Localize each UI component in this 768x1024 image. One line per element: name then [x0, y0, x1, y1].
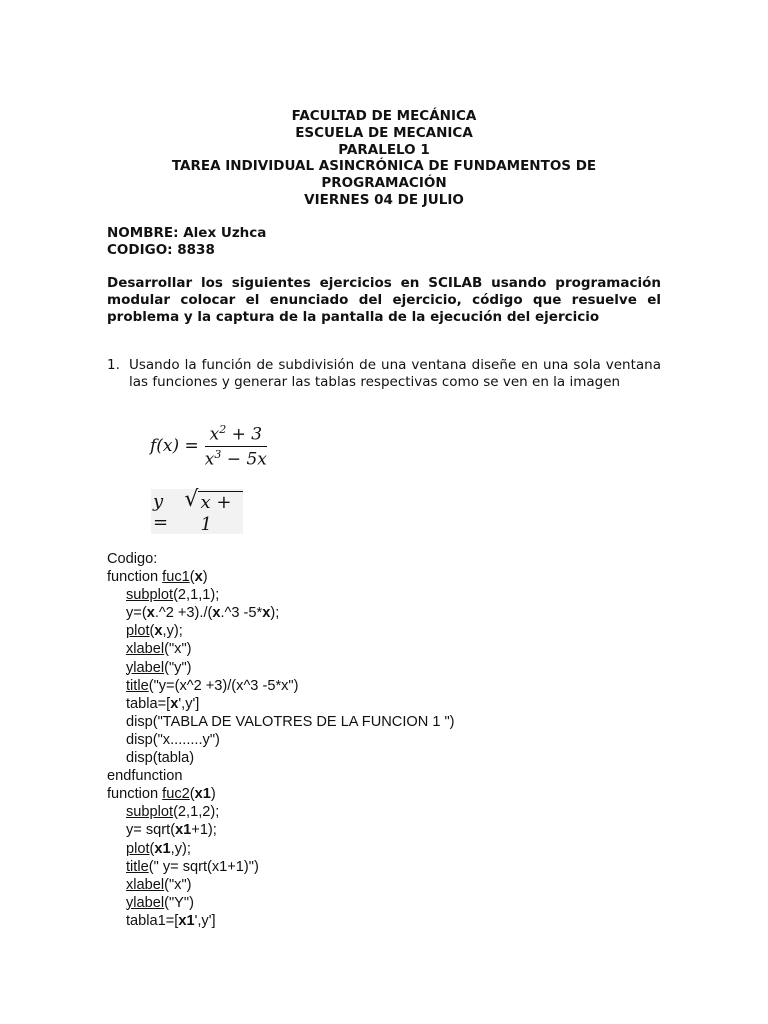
formula-f-of-x — [150, 418, 280, 474]
code-line: disp("x........y") — [126, 731, 220, 748]
code-line: disp(tabla) — [126, 750, 195, 767]
formula1-denominator — [205, 447, 267, 470]
code-line — [107, 840, 455, 858]
code-token: ("x") — [164, 641, 192, 658]
code-token: ) — [210, 786, 216, 803]
code-token: ( — [189, 786, 195, 803]
formula1-num-rest: + 3 — [226, 424, 263, 445]
code-token: .^3 -5* — [220, 605, 263, 622]
code-token: ); — [270, 605, 280, 622]
code-line — [107, 785, 455, 803]
code-token: ("y=(x^2 +3)/(x^3 -5*x") — [148, 677, 299, 694]
formula2-radicand: x + 1 — [198, 491, 243, 536]
code-line — [107, 695, 455, 713]
code-token: y=( — [126, 605, 147, 622]
code-token: ,y); — [162, 623, 183, 640]
code-function-call: title — [126, 677, 149, 694]
code-function-call: plot — [126, 623, 150, 640]
code-line — [107, 821, 455, 839]
code-function-call: plot — [126, 840, 150, 857]
code-variable: x1 — [178, 912, 195, 929]
code-token: (" y= sqrt(x1+1)") — [148, 858, 259, 875]
radical-sign: √ — [184, 486, 199, 512]
code-line — [107, 659, 455, 677]
exercise-item — [107, 357, 661, 391]
code-line — [107, 604, 455, 622]
code-variable: x1 — [154, 840, 171, 857]
code-token: (2,1,1); — [173, 587, 220, 604]
code-function-call: subplot — [126, 587, 174, 604]
assignment-title-line-2: PROGRAMACIÓN — [321, 175, 447, 192]
formula-y-sqrt — [151, 486, 243, 535]
formula1-fraction — [205, 423, 267, 469]
code-function-name: fuc2 — [162, 786, 190, 803]
code-token: ("y") — [164, 659, 192, 676]
exercise-number: 1. — [107, 357, 120, 373]
code-function-call: ylabel — [126, 659, 165, 676]
formula1-den-base: x — [204, 449, 215, 470]
code-token: ,y); — [170, 840, 191, 857]
code-function-call: title — [126, 858, 149, 875]
code-line — [107, 803, 455, 821]
date-line: VIERNES 04 DE JULIO — [304, 191, 464, 208]
code-token: ',y'] — [178, 695, 200, 712]
formula2-lhs: y = — [153, 490, 169, 533]
code-token: ( — [189, 569, 195, 586]
code-line — [107, 622, 455, 640]
code-line — [107, 894, 455, 912]
code-line — [107, 876, 455, 894]
code-token: ( — [149, 840, 155, 857]
code-function-call: xlabel — [126, 876, 165, 893]
code-function-name: fuc1 — [162, 569, 190, 586]
code-line — [107, 912, 455, 930]
instructions-paragraph: Desarrollar los siguientes ejercicios en SCILAB usando programación modular colocar el enunciado del ejercicio, código que resuelve el problema y la captura de la pantalla de la ejecución del ejercicio — [107, 275, 661, 325]
code-keyword: function — [107, 786, 163, 803]
section-line: PARALELO 1 — [338, 141, 430, 158]
formula1-num-base: x — [209, 424, 220, 445]
exercise-text: Usando la función de subdivisión de una ventana diseñe en una sola ventana las funciones y generar las tablas respectivas como se ven en la imagen — [129, 357, 661, 390]
formula2-sqrt — [184, 488, 243, 536]
code-token: tabla=[ — [126, 695, 171, 712]
code-variable: x — [212, 605, 221, 622]
code-line — [107, 568, 455, 586]
code-listing — [107, 550, 455, 930]
code-variable: x — [194, 569, 203, 586]
code-token: ( — [149, 623, 155, 640]
formula1-den-exp: 3 — [214, 447, 222, 461]
student-info — [107, 225, 266, 259]
code-variable: x — [262, 605, 271, 622]
code-heading: Codigo: — [107, 551, 158, 567]
code-function-call: ylabel — [126, 894, 165, 911]
code-function-call: subplot — [126, 804, 174, 821]
student-code: CODIGO: 8838 — [107, 241, 215, 258]
faculty-line: FACULTAD DE MECÁNICA — [291, 108, 477, 124]
formula1-num-exp: 2 — [219, 422, 227, 436]
student-name: NOMBRE: Alex Uzhca — [107, 225, 267, 241]
formula1-lhs: f(x) = — [150, 436, 199, 456]
code-token: y= sqrt( — [126, 822, 176, 839]
formula1-den-rest: − 5x — [221, 449, 267, 470]
code-variable: x — [170, 695, 179, 712]
code-keyword: function — [107, 569, 163, 586]
code-variable: x — [154, 623, 163, 640]
code-variable: x — [146, 605, 155, 622]
code-token: .^2 +3)./( — [154, 605, 213, 622]
code-variable: x1 — [175, 822, 192, 839]
code-token: ) — [202, 569, 208, 586]
code-token: (2,1,2); — [173, 804, 220, 821]
assignment-title-line: TAREA INDIVIDUAL ASINCRÓNICA DE FUNDAMENTOS DE — [171, 158, 597, 175]
code-line: disp("TABLA DE VALOTRES DE LA FUNCION 1 ") — [126, 713, 455, 730]
code-token: ',y'] — [194, 912, 216, 929]
code-token: tabla1=[ — [126, 912, 179, 929]
code-line: endfunction — [107, 768, 183, 785]
code-line — [107, 640, 455, 658]
document-header — [107, 108, 661, 209]
code-token: ("Y") — [164, 894, 194, 911]
code-line — [107, 858, 455, 876]
code-variable: x1 — [194, 786, 211, 803]
code-function-call: xlabel — [126, 641, 165, 658]
formula1-numerator — [208, 423, 264, 446]
code-line — [107, 586, 455, 604]
code-token: ("x") — [164, 876, 192, 893]
school-line: ESCUELA DE MECANICA — [295, 124, 473, 141]
code-token: +1); — [191, 822, 217, 839]
code-line — [107, 677, 455, 695]
